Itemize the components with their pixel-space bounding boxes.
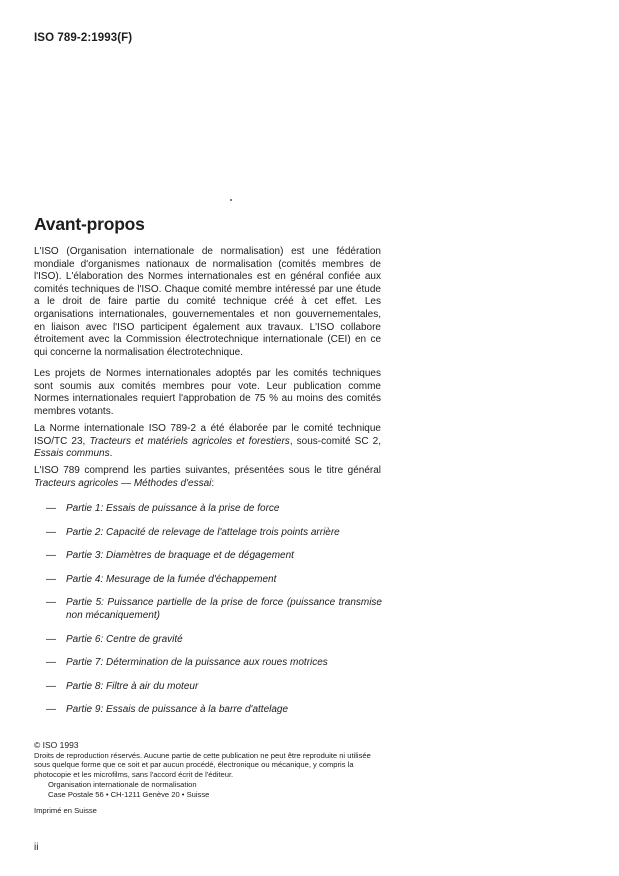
list-item: — Partie 7: Détermination de la puissance aux roues motrices bbox=[46, 657, 328, 669]
paragraph-parts-intro bbox=[34, 465, 381, 490]
scan-speck bbox=[230, 199, 232, 201]
copyright-block bbox=[34, 741, 384, 779]
list-item: — Partie 1: Essais de puissance à la prise de force bbox=[46, 503, 280, 514]
p3-mid: , sous-comité SC 2, bbox=[289, 435, 382, 447]
list-item: — Partie 4: Mesurage de la fumée d'échappement bbox=[46, 573, 277, 585]
list-item: — Partie 3: Diamètres de braquage et de dégagement bbox=[46, 550, 294, 562]
copyright-line: © ISO 1993 bbox=[34, 740, 79, 750]
p4-general-title: Tracteurs agricoles — Méthodes d'essai bbox=[34, 477, 212, 489]
p3-committee-name: Tracteurs et matériels agricoles et forestiers bbox=[89, 435, 290, 447]
publisher-address bbox=[48, 780, 209, 799]
parts-list bbox=[34, 503, 382, 717]
p3-start: La Norme internationale ISO 789-2 a été élaborée par le comité technique ISO/TC 23, bbox=[34, 423, 381, 447]
list-item: — Partie 6: Centre de gravité bbox=[46, 633, 183, 645]
list-item: — Partie 2: Capacité de relevage de l'attelage trois points arrière bbox=[46, 526, 340, 538]
printed-in: Imprimé en Suisse bbox=[34, 806, 97, 815]
section-title: Avant-propos bbox=[34, 214, 145, 234]
paragraph-committee bbox=[34, 423, 381, 461]
page-number: ii bbox=[34, 842, 39, 853]
list-item: — Partie 9: Essais de puissance à la barre d'attelage bbox=[46, 704, 289, 716]
p3-end: . bbox=[109, 448, 113, 460]
document-code: ISO 789-2:1993(F) bbox=[34, 32, 133, 44]
p4-start: L'ISO 789 comprend les parties suivantes, présentées sous le titre général bbox=[34, 465, 381, 476]
publisher-postal: Case Postale 56 • CH-1211 Genève 20 • Suisse bbox=[48, 789, 210, 799]
list-item: — Partie 5: Puissance partielle de la prise de force (puissance transmise non mécaniquement) bbox=[46, 597, 382, 621]
list-item: — Partie 8: Filtre à air du moteur bbox=[46, 680, 199, 692]
p4-end: : bbox=[211, 477, 215, 489]
p3-subcommittee-name: Essais communs bbox=[34, 448, 110, 460]
rights-notice: Droits de reproduction réservés. Aucune partie de cette publication ne peut être reproduite ni utilisée sous quelque forme que ce soit et par aucun procédé, électronique ou mécanique, y compris la photocopie et les microfilms, sans l'accord écrit de l'éditeur. bbox=[34, 750, 371, 779]
paragraph-draft-standards: Les projets de Normes internationales adoptés par les comités techniques sont soumis aux comités membres pour vote. Leur publication comme Normes internationales requiert l'approbation de 75 % au moins des comités membres votants. bbox=[34, 368, 381, 417]
paragraph-iso-intro: L'ISO (Organisation internationale de normalisation) est une fédération mondiale d'organismes nationaux de normalisation (comités membres de l'ISO). L'élaboration des Normes internationales est en général confiée aux comités techniques de l'ISO. Chaque comité membre intéressé par une étude a le droit de faire partie du comité technique créé à cet effet. Les organisations internationales, gouvernementales et non gouvernementales, en liaison avec l'ISO participent également aux travaux. L'ISO collabore étroitement avec la Commission électrotechnique internationale (CEI) en ce qui concerne la normalisation électrotechnique. bbox=[34, 246, 381, 358]
publisher-org: Organisation internationale de normalisation bbox=[48, 780, 197, 789]
